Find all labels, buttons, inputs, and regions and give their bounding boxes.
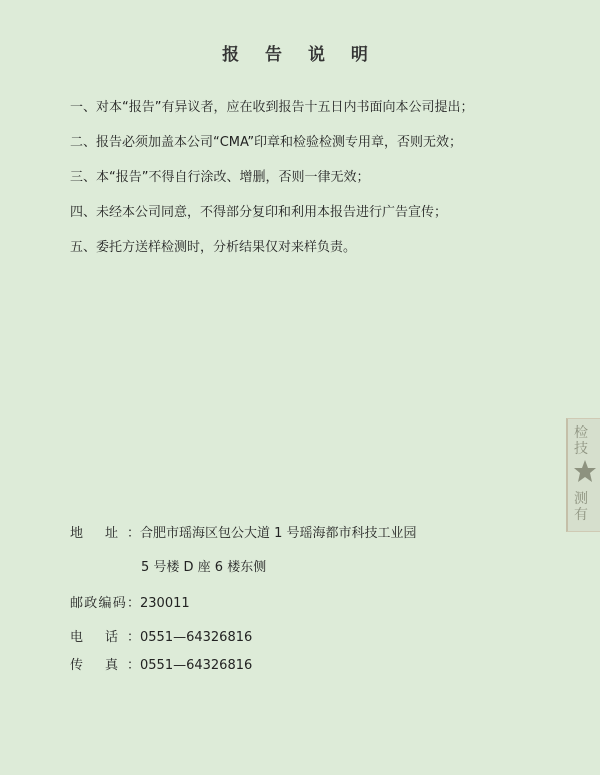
address-row-2 — [141, 556, 266, 575]
postcode-row — [70, 592, 190, 611]
note-item-2: 二、报告必须加盖本公司“CMA”印章和检验检测专用章，否则无效； — [70, 135, 463, 150]
seal-stamp — [566, 418, 600, 532]
star-icon — [573, 459, 597, 485]
note-item-1: 一、对本“报告”有异议者，应在收到报告十五日内书面向本公司提出； — [70, 100, 474, 115]
address-line-1: 合肥市瑶海区包公大道 1 号瑶海都市科技工业园 — [140, 526, 417, 541]
phone-row — [70, 626, 252, 645]
note-item-4: 四、未经本公司同意，不得部分复印和利用本报告进行广告宣传； — [70, 205, 448, 220]
postcode-value: 230011 — [140, 596, 190, 611]
postcode-label: 邮政编码： — [70, 596, 140, 611]
note-item-5: 五、委托方送样检测时，分析结果仅对来样负责。 — [70, 240, 357, 255]
seal-bottom-text: 测有 — [574, 491, 588, 523]
address-line-2: 5 号楼 D 座 6 楼东侧 — [141, 560, 267, 575]
fax-row — [70, 654, 252, 673]
address-label: 地 址： — [70, 526, 140, 541]
notes-list — [70, 99, 590, 274]
note-item-3: 三、本“报告”不得自行涂改、增删，否则一律无效； — [70, 170, 370, 185]
seal-top-text: 检技 — [574, 425, 588, 457]
page-title: 报 告 说 明 — [222, 45, 378, 65]
address-row — [70, 522, 417, 541]
phone-value: 0551—64326816 — [140, 630, 253, 645]
phone-label: 电 话： — [70, 630, 140, 645]
fax-label: 传 真： — [70, 658, 140, 673]
fax-value: 0551—64326816 — [140, 658, 253, 673]
